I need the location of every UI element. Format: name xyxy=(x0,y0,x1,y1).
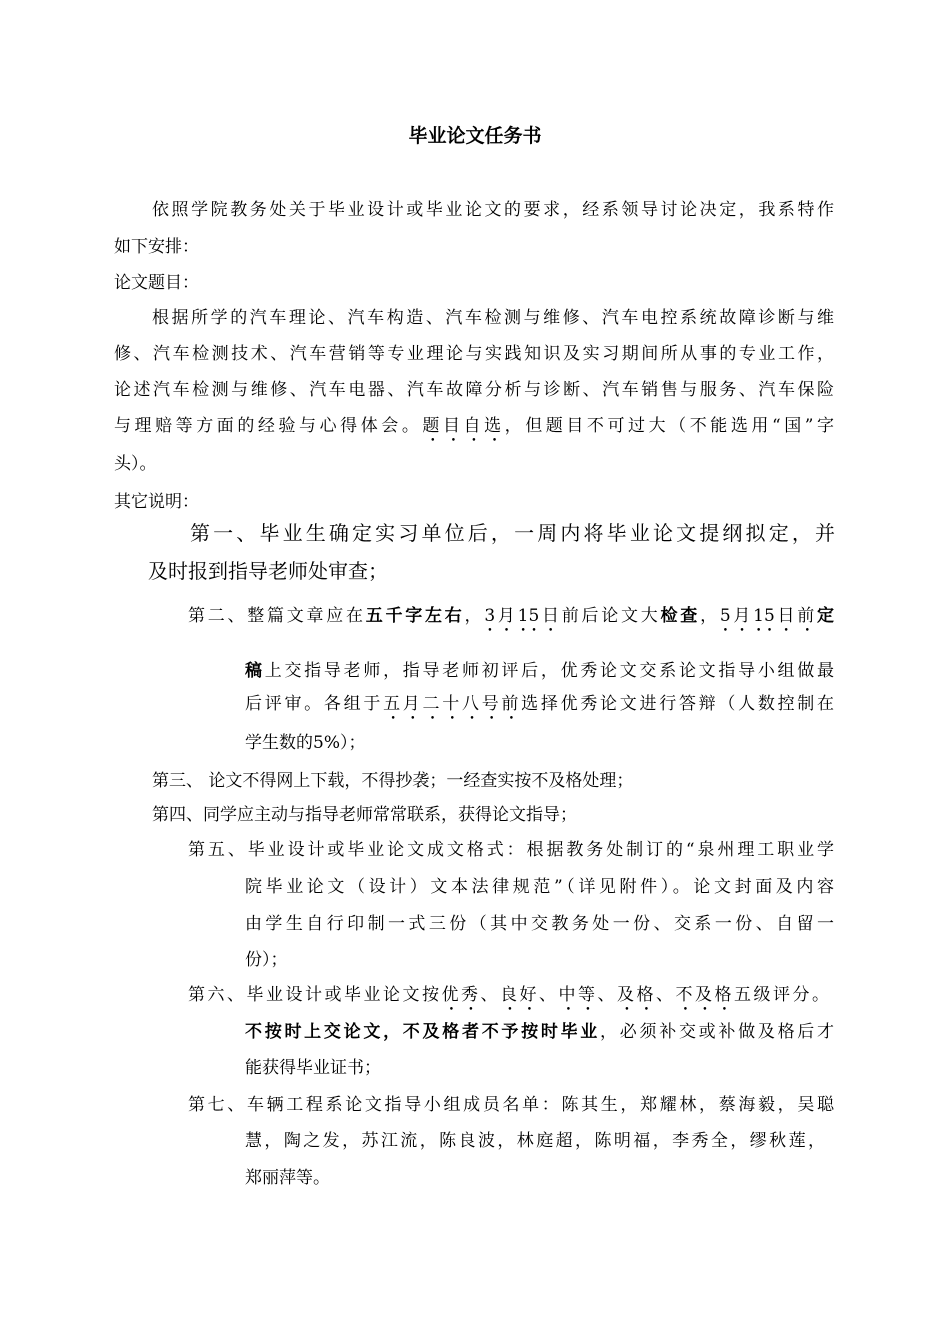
topic-line-4 xyxy=(114,414,834,446)
item-2-word-count: 五千字左右 xyxy=(365,606,465,626)
document-title: 毕业论文任务书 xyxy=(408,125,542,147)
item-2-line-1 xyxy=(188,604,834,636)
grade-separator-2: 、 xyxy=(539,985,559,1005)
item-5-line-4: 份）； xyxy=(245,950,288,970)
item-2-check-date: 3月15日 xyxy=(484,606,562,626)
topic-label: 论文题目： xyxy=(114,273,199,293)
item-7-line-2: 慧，陶之发，苏江流，陈良波，林庭超，陈明福，李秀全，缪秋莲， xyxy=(245,1131,825,1151)
topic-line-4-part-c: ，但题目不可过大（不能选用“国”字 xyxy=(504,416,835,436)
item-2-line-2-text: 上交指导老师，指导老师初评后，优秀论文交系论文指导小组做最 xyxy=(264,661,835,681)
topic-line-1: 根据所学的汽车理论、汽车构造、汽车检测与维修、汽车电控系统故障诊断与维 xyxy=(152,308,834,328)
item-6-part-b: 五级评分。 xyxy=(734,985,829,1005)
item-5-line-3: 由学生自行印制一式三份（其中交教务处一份、交系一份、自留一 xyxy=(245,914,834,934)
item-4: 第四、同学应主动与指导老师常常联系，获得论文指导； xyxy=(152,805,577,825)
topic-line-2: 修、汽车检测技术、汽车营销等专业理论与实践知识及实习期间所从事的专业工作， xyxy=(114,344,834,364)
grade-separator-4: 、 xyxy=(656,985,676,1005)
item-6-line-1 xyxy=(188,983,829,1015)
item-3: 第三、 论文不得网上下载，不得抄袭；一经查实按不及格处理； xyxy=(152,771,634,791)
grade-excellent: 优秀 xyxy=(441,985,481,1005)
item-6-line-2 xyxy=(245,1020,834,1044)
notes-label: 其它说明： xyxy=(114,492,199,512)
topic-self-select-emphasis: 题目自选 xyxy=(422,416,505,436)
grade-good: 良好 xyxy=(500,985,539,1005)
item-2-comma-2: ， xyxy=(700,606,720,626)
grade-separator-3: 、 xyxy=(597,985,617,1005)
item-6-line-2-rest: ，必须补交或补做及格后才 xyxy=(600,1022,835,1042)
item-2-final-word: 定 xyxy=(817,606,835,626)
item-2-line-3 xyxy=(245,692,834,724)
grade-pass: 及格 xyxy=(617,985,656,1005)
item-2-part-a: 第二、整篇文章应在 xyxy=(188,606,366,626)
intro-line-2: 如下安排： xyxy=(114,237,199,257)
grade-fail: 不及格 xyxy=(675,985,734,1005)
topic-line-5: 头）。 xyxy=(114,454,157,474)
item-2-line-3-part-c: 选择优秀论文进行答辩（人数控制在 xyxy=(521,694,835,714)
item-7-line-1: 第七、车辆工程系论文指导小组成员名单：陈其生，郑耀林，蔡海毅，吴聪 xyxy=(188,1095,834,1115)
grade-medium: 中等 xyxy=(558,985,598,1005)
item-5-line-1: 第五、毕业设计或毕业论文成文格式：根据教务处制订的“泉州理工职业学 xyxy=(188,840,834,860)
item-7-line-3: 郑丽萍等。 xyxy=(245,1168,330,1188)
item-5-line-2: 院毕业论文（设计）文本法律规范”（详见附件）。论文封面及内容 xyxy=(245,877,834,897)
item-2-part-e: 前后论文大 xyxy=(561,606,661,626)
item-2-final-date: 5月15日前 xyxy=(719,606,818,626)
item-2-check-word: 检查 xyxy=(660,606,701,626)
item-1-line-1: 第一、毕业生确定实习单位后，一周内将毕业论文提纲拟定，并 xyxy=(190,521,835,545)
topic-line-4-part-a: 与理赔等方面的经验与心得体会。 xyxy=(114,416,423,436)
item-2-line-4: 学生数的5%）； xyxy=(245,733,366,753)
intro-line-1: 依照学院教务处关于毕业设计或毕业论文的要求，经系领导讨论决定，我系特作 xyxy=(152,200,834,220)
item-6-bold-warning: 不按时上交论文，不及格者不予按时毕业 xyxy=(245,1022,601,1042)
grade-separator-1: 、 xyxy=(480,985,500,1005)
item-6-part-a: 第六、毕业设计或毕业论文按 xyxy=(188,985,442,1005)
item-2-defense-date: 五月二十八号前 xyxy=(383,694,522,714)
item-1-line-2: 及时报到指导老师处审查； xyxy=(148,559,388,583)
item-2-line-2 xyxy=(245,659,834,683)
item-6-line-3: 能获得毕业证书； xyxy=(245,1058,381,1078)
item-2-comma-1: ， xyxy=(464,606,485,626)
item-2-line-3-part-a: 后评审。各组于 xyxy=(245,694,384,714)
item-2-draft-word: 稿 xyxy=(245,661,265,681)
topic-line-3: 论述汽车检测与维修、汽车电器、汽车故障分析与诊断、汽车销售与服务、汽车保险 xyxy=(114,380,834,400)
